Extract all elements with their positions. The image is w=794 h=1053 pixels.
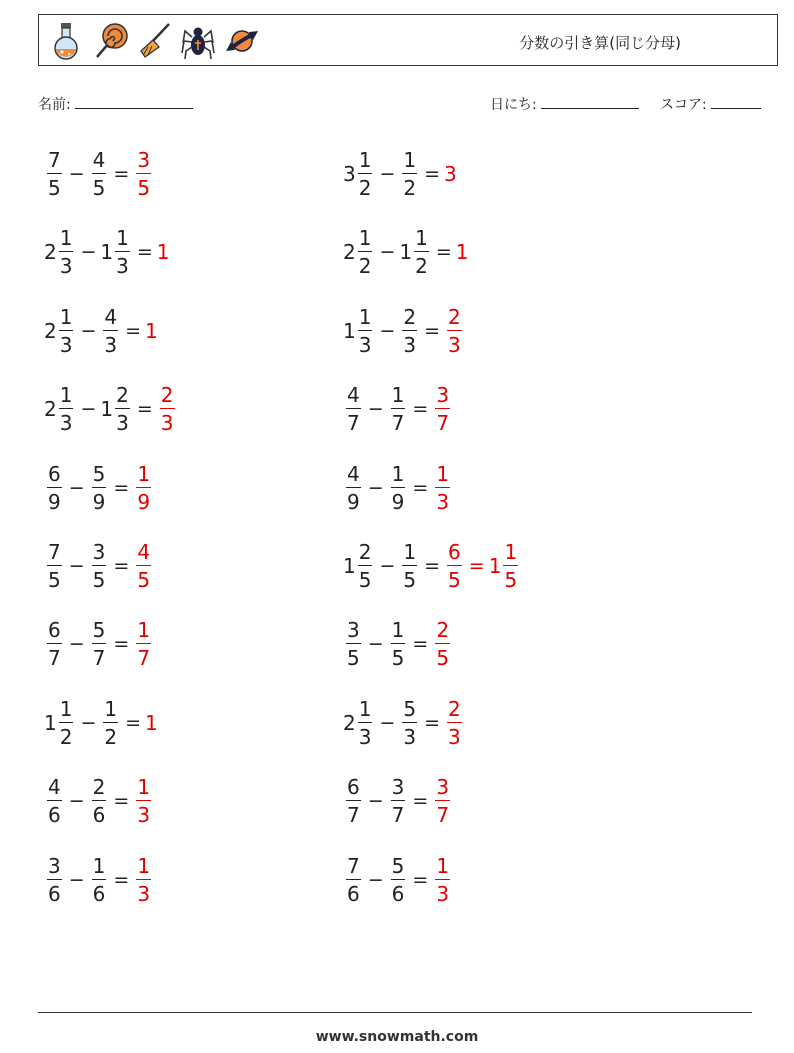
operand-b-denominator: 7: [391, 800, 406, 825]
answer-denominator: 3: [447, 722, 462, 747]
equals-sign: =: [113, 868, 130, 891]
operand-a-numerator: 1: [59, 696, 73, 721]
problem-item: [343, 222, 468, 282]
answer-denominator: 3: [435, 879, 450, 904]
header-box: [38, 14, 778, 66]
operand-b-fraction: [391, 618, 406, 671]
answer-whole: 1: [145, 710, 158, 735]
answer: [133, 853, 154, 906]
answer-fraction: [136, 618, 151, 671]
operand-b-denominator: 2: [402, 173, 417, 198]
operand-b-denominator: 9: [92, 487, 107, 512]
spider-icon: [179, 21, 217, 61]
operand-b-numerator: 1: [116, 226, 129, 251]
answer-fraction: [435, 618, 450, 671]
operand-a-denominator: 3: [358, 330, 373, 355]
operand-a-denominator: 7: [346, 800, 361, 825]
answer-numerator: 3: [436, 775, 450, 800]
operand-a-whole: 1: [343, 318, 356, 343]
operand-b-numerator: 5: [403, 696, 417, 721]
operand-b-fraction: [103, 304, 118, 357]
operand-a-fraction: [59, 304, 74, 357]
operand-a-numerator: 1: [59, 226, 73, 251]
answer-fraction: [136, 853, 151, 906]
operand-b-fraction: [391, 461, 406, 514]
operand-a-denominator: 3: [59, 251, 74, 276]
operand-b-fraction: [402, 542, 417, 590]
worksheet-title: 分数の引き算(同じ分母): [519, 34, 681, 52]
operand-a-denominator: 3: [59, 330, 74, 355]
problem-item: [44, 614, 154, 674]
operand-b-fraction: [92, 150, 107, 198]
answer-numerator: 1: [137, 775, 151, 800]
operand-a-denominator: 6: [346, 879, 361, 904]
problem-item: [44, 379, 178, 439]
operand-a-fraction: [47, 150, 62, 198]
operand-b-fraction: [115, 226, 130, 279]
equals-sign: =: [424, 555, 441, 577]
operand-b-denominator: 3: [402, 330, 417, 355]
operand-b-fraction: [92, 853, 107, 906]
problem-item: [343, 771, 453, 831]
operand-b-denominator: 3: [115, 251, 130, 276]
answer-whole: 3: [444, 162, 457, 186]
operand-a-denominator: 3: [59, 408, 74, 433]
answer-numerator: 1: [504, 540, 518, 564]
operand-b-numerator: 4: [92, 148, 106, 172]
operand-b-denominator: 3: [402, 722, 417, 747]
answer: [432, 775, 453, 828]
answer-numerator: 1: [137, 461, 151, 486]
equals-sign: =: [125, 711, 142, 734]
equals-sign: =: [435, 241, 452, 264]
answer-denominator: 9: [136, 487, 151, 512]
answer-numerator: 3: [137, 148, 151, 172]
operand-a-fraction: [346, 775, 361, 828]
operand-b-fraction: [391, 383, 406, 436]
operand-b-denominator: 7: [391, 408, 406, 433]
answer-fraction: [447, 304, 462, 357]
date-label: 日にち:: [490, 97, 537, 113]
answer: [432, 618, 453, 671]
problem-item: [44, 693, 157, 753]
minus-sign: −: [68, 868, 85, 891]
operand-b-numerator: 5: [391, 853, 405, 878]
problem-item: [343, 536, 521, 596]
operand-b-fraction: [92, 542, 107, 590]
operand-a-denominator: 2: [358, 173, 373, 198]
operand-a-denominator: 5: [47, 565, 62, 590]
answer: [133, 542, 154, 590]
answer: [133, 775, 154, 828]
answer-numerator: 2: [436, 618, 450, 643]
footer-divider: [38, 1012, 752, 1013]
answer-denominator: 5: [447, 565, 462, 590]
operand-a-denominator: 9: [47, 487, 62, 512]
operand-a-fraction: [346, 618, 361, 671]
answer-equals-sign: =: [468, 555, 485, 577]
operand-a-numerator: 1: [59, 383, 73, 408]
operand-a-denominator: 7: [346, 408, 361, 433]
answer: [444, 542, 465, 590]
operand-a-numerator: 7: [48, 540, 61, 564]
minus-sign: −: [80, 711, 97, 734]
operand-a-numerator: 4: [347, 461, 360, 486]
operand-b-whole: 1: [100, 397, 114, 422]
operand-b-whole: 1: [399, 240, 413, 265]
operand-b-whole: 1: [100, 240, 114, 265]
operand-a-denominator: 7: [47, 643, 62, 668]
answer-denominator: 5: [136, 565, 151, 590]
operand-b-denominator: 9: [391, 487, 406, 512]
minus-sign: −: [367, 398, 384, 421]
equals-sign: =: [136, 241, 153, 264]
answer-denominator: 3: [136, 879, 151, 904]
problem-item: [44, 850, 154, 910]
answer-denominator: 5: [435, 643, 450, 668]
answer-fraction: [503, 542, 518, 590]
minus-sign: −: [68, 555, 85, 577]
answer: [444, 304, 465, 357]
equals-sign: =: [412, 633, 429, 656]
minus-sign: −: [379, 711, 396, 734]
operand-b-fraction: [92, 775, 107, 828]
answer-denominator: 3: [136, 800, 151, 825]
operand-a-denominator: 5: [47, 173, 62, 198]
operand-b-denominator: 6: [92, 800, 107, 825]
equals-sign: =: [412, 398, 429, 421]
equals-sign: =: [424, 711, 441, 734]
answer-numerator: 4: [137, 540, 151, 564]
date-line[interactable]: [541, 94, 639, 109]
operand-b-numerator: 1: [104, 696, 118, 721]
operand-a-fraction: [358, 304, 373, 357]
answer-denominator: 7: [136, 643, 151, 668]
problem-item: [343, 301, 465, 361]
minus-sign: −: [68, 163, 85, 185]
operand-b-numerator: 1: [391, 383, 405, 408]
name-label: 名前:: [38, 97, 71, 113]
equals-sign: =: [412, 476, 429, 499]
equals-sign: =: [424, 319, 441, 342]
answer-fraction: [447, 696, 462, 749]
answer-denominator: 5: [136, 173, 151, 198]
operand-b-numerator: 2: [116, 383, 129, 408]
operand-b-numerator: 3: [92, 540, 106, 564]
score-label: スコア:: [660, 97, 707, 113]
operand-a-whole: 1: [343, 554, 356, 578]
answer-numerator: 1: [137, 853, 151, 878]
operand-b-denominator: 2: [414, 251, 429, 276]
operand-a-fraction: [358, 696, 373, 749]
name-field[interactable]: [38, 94, 193, 114]
operand-b-numerator: 1: [403, 148, 417, 172]
candy-icon: [223, 21, 261, 61]
problem-item: [44, 301, 157, 361]
operand-a-whole: 3: [343, 162, 356, 186]
footer-url: www.snowmath.com: [315, 1029, 479, 1045]
answer: [444, 162, 456, 186]
operand-a-numerator: 1: [358, 304, 372, 329]
answer-fraction: [136, 542, 151, 590]
operand-a-fraction: [47, 853, 62, 906]
minus-sign: −: [379, 163, 396, 185]
answer-numerator: 1: [137, 618, 151, 643]
lollipop-icon: [91, 21, 129, 61]
operand-b-fraction: [115, 383, 130, 436]
answer-whole: 1: [156, 240, 170, 265]
operand-a-fraction: [59, 696, 74, 749]
minus-sign: −: [367, 868, 384, 891]
operand-b-denominator: 5: [402, 565, 417, 590]
operand-a-numerator: 6: [48, 461, 61, 486]
operand-b-denominator: 3: [115, 408, 130, 433]
answer: [432, 461, 453, 514]
answer: [444, 696, 465, 749]
operand-a-whole: 2: [343, 710, 356, 735]
answer-fraction: [447, 542, 462, 590]
operand-a-denominator: 5: [346, 643, 361, 668]
equals-sign: =: [113, 476, 130, 499]
operand-b-fraction: [92, 461, 107, 514]
answer: [145, 319, 157, 343]
name-line[interactable]: [75, 94, 193, 109]
minus-sign: −: [68, 790, 85, 813]
operand-b-fraction: [92, 618, 107, 671]
operand-b-denominator: 2: [103, 722, 118, 747]
answer-numerator: 6: [448, 540, 461, 564]
answer-fraction: [435, 383, 450, 436]
minus-sign: −: [367, 633, 384, 656]
problem-item: [44, 458, 154, 518]
broom-icon: [135, 21, 173, 61]
operand-a-fraction: [358, 150, 373, 198]
operand-b-numerator: 1: [391, 618, 405, 643]
problem-item: [343, 144, 456, 204]
operand-a-numerator: 3: [347, 618, 360, 643]
operand-a-numerator: 6: [347, 775, 360, 800]
minus-sign: −: [379, 241, 396, 264]
operand-b-numerator: 5: [92, 461, 106, 486]
minus-sign: −: [379, 319, 396, 342]
answer-denominator: 3: [435, 487, 450, 512]
problem-item: [343, 614, 453, 674]
operand-a-denominator: 9: [346, 487, 361, 512]
equals-sign: =: [412, 868, 429, 891]
operand-a-whole: 2: [44, 318, 57, 343]
answer: [157, 240, 169, 264]
equals-sign: =: [113, 790, 130, 813]
operand-a-numerator: 6: [48, 618, 61, 643]
equals-sign: =: [125, 319, 142, 342]
operand-b-denominator: 7: [92, 643, 107, 668]
answer-fraction: [435, 853, 450, 906]
operand-a-fraction: [358, 542, 373, 590]
answer: [489, 542, 521, 590]
answer-numerator: 1: [436, 853, 450, 878]
answer: [133, 461, 154, 514]
equals-sign: =: [136, 398, 153, 421]
answer: [157, 383, 178, 436]
operand-b-numerator: 1: [391, 461, 405, 486]
operand-a-fraction: [346, 853, 361, 906]
operand-b-numerator: 1: [403, 540, 417, 564]
operand-b-denominator: 3: [103, 330, 118, 355]
operand-a-numerator: 4: [347, 383, 360, 408]
operand-b-numerator: 2: [403, 304, 417, 329]
operand-a-numerator: 4: [48, 775, 61, 800]
operand-b-fraction: [391, 775, 406, 828]
answer-fraction: [136, 150, 151, 198]
answer-numerator: 2: [160, 383, 174, 408]
answer-numerator: 2: [448, 304, 461, 329]
operand-a-denominator: 2: [59, 722, 74, 747]
operand-a-denominator: 6: [47, 800, 62, 825]
operand-b-fraction: [391, 853, 406, 906]
operand-b-fraction: [402, 696, 417, 749]
minus-sign: −: [68, 633, 85, 656]
operand-a-denominator: 6: [47, 879, 62, 904]
answer-numerator: 2: [448, 696, 461, 721]
operand-a-fraction: [47, 542, 62, 590]
problem-item: [44, 536, 154, 596]
minus-sign: −: [367, 476, 384, 499]
equals-sign: =: [113, 633, 130, 656]
operand-b-numerator: 3: [391, 775, 405, 800]
answer: [145, 711, 157, 735]
operand-a-whole: 2: [343, 240, 356, 265]
operand-b-numerator: 1: [415, 226, 428, 251]
operand-b-numerator: 4: [104, 304, 118, 329]
problem-item: [343, 379, 453, 439]
minus-sign: −: [68, 476, 85, 499]
operand-a-numerator: 1: [358, 226, 372, 251]
problem-item: [343, 850, 453, 910]
answer-denominator: 3: [447, 330, 462, 355]
equals-sign: =: [113, 555, 130, 577]
operand-b-denominator: 5: [92, 565, 107, 590]
problem-item: [44, 144, 154, 204]
answer-fraction: [435, 775, 450, 828]
operand-b-denominator: 5: [92, 173, 107, 198]
answer-denominator: 7: [435, 408, 450, 433]
operand-a-fraction: [59, 226, 74, 279]
equals-sign: =: [424, 163, 441, 185]
answer-whole: 1: [455, 240, 469, 265]
operand-b-denominator: 6: [391, 879, 406, 904]
score-line[interactable]: [711, 94, 761, 109]
operand-b-fraction: [414, 226, 429, 279]
answer-whole: 1: [488, 554, 502, 578]
operand-a-fraction: [346, 383, 361, 436]
problem-item: [44, 222, 169, 282]
answer-denominator: 3: [160, 408, 175, 433]
operand-b-fraction: [402, 150, 417, 198]
equals-sign: =: [412, 790, 429, 813]
answer: [456, 240, 468, 264]
operand-a-numerator: 1: [358, 696, 372, 721]
operand-a-fraction: [47, 618, 62, 671]
operand-b-denominator: 5: [391, 643, 406, 668]
operand-b-numerator: 5: [92, 618, 106, 643]
minus-sign: −: [80, 398, 97, 421]
operand-a-numerator: 7: [48, 148, 61, 172]
minus-sign: −: [367, 790, 384, 813]
problem-item: [343, 458, 453, 518]
operand-a-fraction: [47, 461, 62, 514]
operand-a-denominator: 5: [358, 565, 373, 590]
operand-b-numerator: 1: [92, 853, 106, 878]
operand-a-fraction: [358, 226, 373, 279]
potion-icon: [47, 21, 85, 61]
minus-sign: −: [80, 241, 97, 264]
answer-numerator: 1: [436, 461, 450, 486]
answer-fraction: [435, 461, 450, 514]
minus-sign: −: [379, 555, 396, 577]
operand-a-numerator: 1: [358, 148, 372, 172]
answer: [432, 853, 453, 906]
operand-a-numerator: 7: [347, 853, 360, 878]
answer-whole: 1: [145, 318, 158, 343]
problem-item: [343, 693, 465, 753]
operand-b-fraction: [103, 696, 118, 749]
answer-fraction: [160, 383, 175, 436]
operand-a-numerator: 3: [48, 853, 61, 878]
operand-a-denominator: 2: [358, 251, 373, 276]
operand-a-whole: 2: [44, 397, 57, 422]
answer: [133, 150, 154, 198]
operand-b-numerator: 2: [92, 775, 106, 800]
icon-row: [47, 21, 261, 61]
operand-a-fraction: [47, 775, 62, 828]
answer-numerator: 3: [436, 383, 450, 408]
operand-a-fraction: [59, 383, 74, 436]
operand-a-fraction: [346, 461, 361, 514]
problem-item: [44, 771, 154, 831]
answer-denominator: 5: [503, 565, 518, 590]
answer-denominator: 7: [435, 800, 450, 825]
score-field[interactable]: [660, 94, 761, 114]
date-field[interactable]: [490, 94, 639, 114]
operand-a-whole: 2: [44, 240, 57, 265]
operand-a-numerator: 1: [59, 304, 73, 329]
minus-sign: −: [80, 319, 97, 342]
answer: [432, 383, 453, 436]
operand-b-denominator: 6: [92, 879, 107, 904]
operand-b-fraction: [402, 304, 417, 357]
answer-fraction: [136, 461, 151, 514]
equals-sign: =: [113, 163, 130, 185]
answer-fraction: [136, 775, 151, 828]
operand-a-denominator: 3: [358, 722, 373, 747]
answer: [133, 618, 154, 671]
operand-a-whole: 1: [44, 710, 57, 735]
operand-a-numerator: 2: [358, 540, 372, 564]
